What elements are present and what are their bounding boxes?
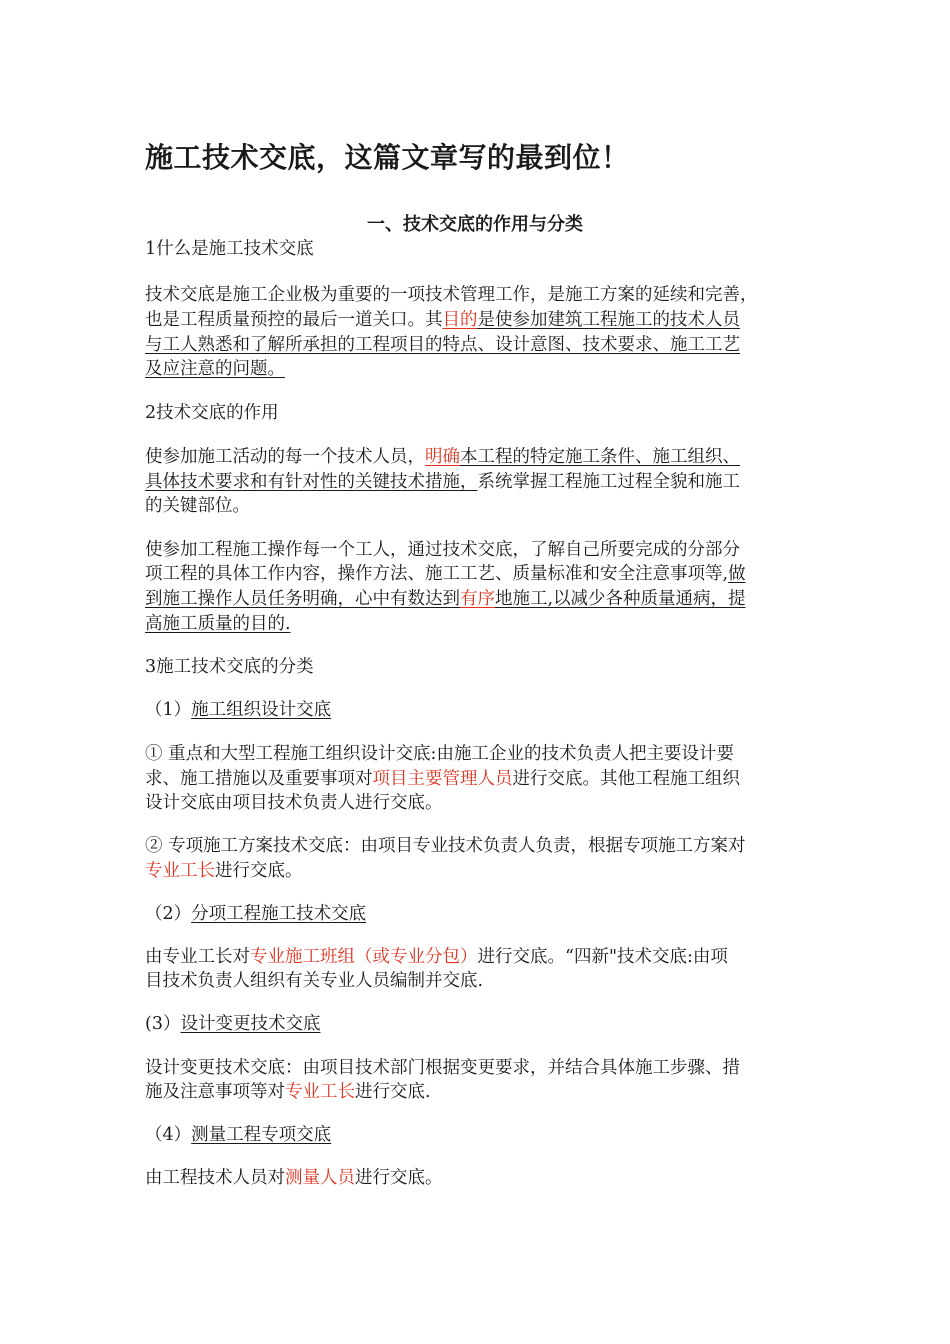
category-3-heading: (3）设计变更技术交底 [145, 1014, 321, 1034]
category-4-heading: （4）测量工程专项交底 [145, 1125, 332, 1145]
section-heading: 一、技术交底的作用与分类 [367, 214, 583, 235]
highlight-purpose: 目的 [442, 310, 478, 330]
category-1-heading: （1）施工组织设计交底 [145, 700, 332, 720]
highlight-foreman-2: 专业工长 [285, 1082, 355, 1102]
highlight-surveyors: 测量人员 [285, 1168, 355, 1188]
subheading-role: 2技术交底的作用 [145, 403, 279, 423]
highlight-foreman: 专业工长 [145, 861, 215, 881]
document-page: 施工技术交底，这篇文章写的最到位！ 一、技术交底的作用与分类 1什么是施工技术交底 技术交底是施工企业极为重要的一项技术管理工作，是施工方案的延续和完善， 也是工程质量预控的最后一道关口。其目的是使参加建筑工程施工的技术人员 与工人熟悉和了解所承担的工程项目的特点、设计意图、技术要求、施工工艺 及应注意的问题。 2技术交底的作用 使参加施工活动的每一个技术人员，明确本工程的特定施工条件、施工组织、 具体技术要求和有针对性的关键技术措施，系统掌握工程施工过程全貌和施工 的关键部位。 使参加工程施工操作每一个工人，通过技术交底，了解自己所要完成的分部分 项工程的具体工作内容，操作方法、施工工艺、质量标准和安全注意事项等,做 到施工操作人员任务明确，心中有数达到有序地施工,以减少各种质量通病，提 高施工质量的目的. 3施工技术交底的分类 （1）施工组织设计交底 ① 重点和大型工程施工组织设计交底:由施工企业的技术负责人把主要设计要 求、施工措施以及重要事项对项目主要管理人员进行交底。其他工程施工组织 设计交底由项目技术负责人进行交底。 ② 专项施工方案技术交底：由项目专业技术负责人负责，根据专项施工方案对 专业工长进行交底。 （2）分项工程施工技术交底 由专业工长对专业施工班组（或专业分包）进行交底。“四新"技术交底:由项 目技术负责人组织有关专业人员编制并交底. (3）设计变更技术交底 设计变更技术交底：由项目技术部门根据变更要求，并结合具体施工步骤、措 施及注意事项等对专业工长进行交底. （4）测量工程专项交底 由工程技术人员对测量人员进行交底。 [0, 0, 950, 1344]
subheading-classification: 3施工技术交底的分类 [145, 657, 314, 677]
highlight-key-managers: 项目主要管理人员 [372, 769, 513, 789]
subheading-what-is: 1什么是施工技术交底 [145, 239, 314, 259]
category-2-heading: （2）分项工程施工技术交底 [145, 904, 367, 924]
highlight-teams: 专业施工班组（或专业分包） [250, 947, 478, 967]
article-title: 施工技术交底，这篇文章写的最到位！ [145, 141, 630, 174]
highlight-orderly: 有序 [460, 589, 495, 609]
highlight-clarify: 明确 [425, 447, 460, 467]
